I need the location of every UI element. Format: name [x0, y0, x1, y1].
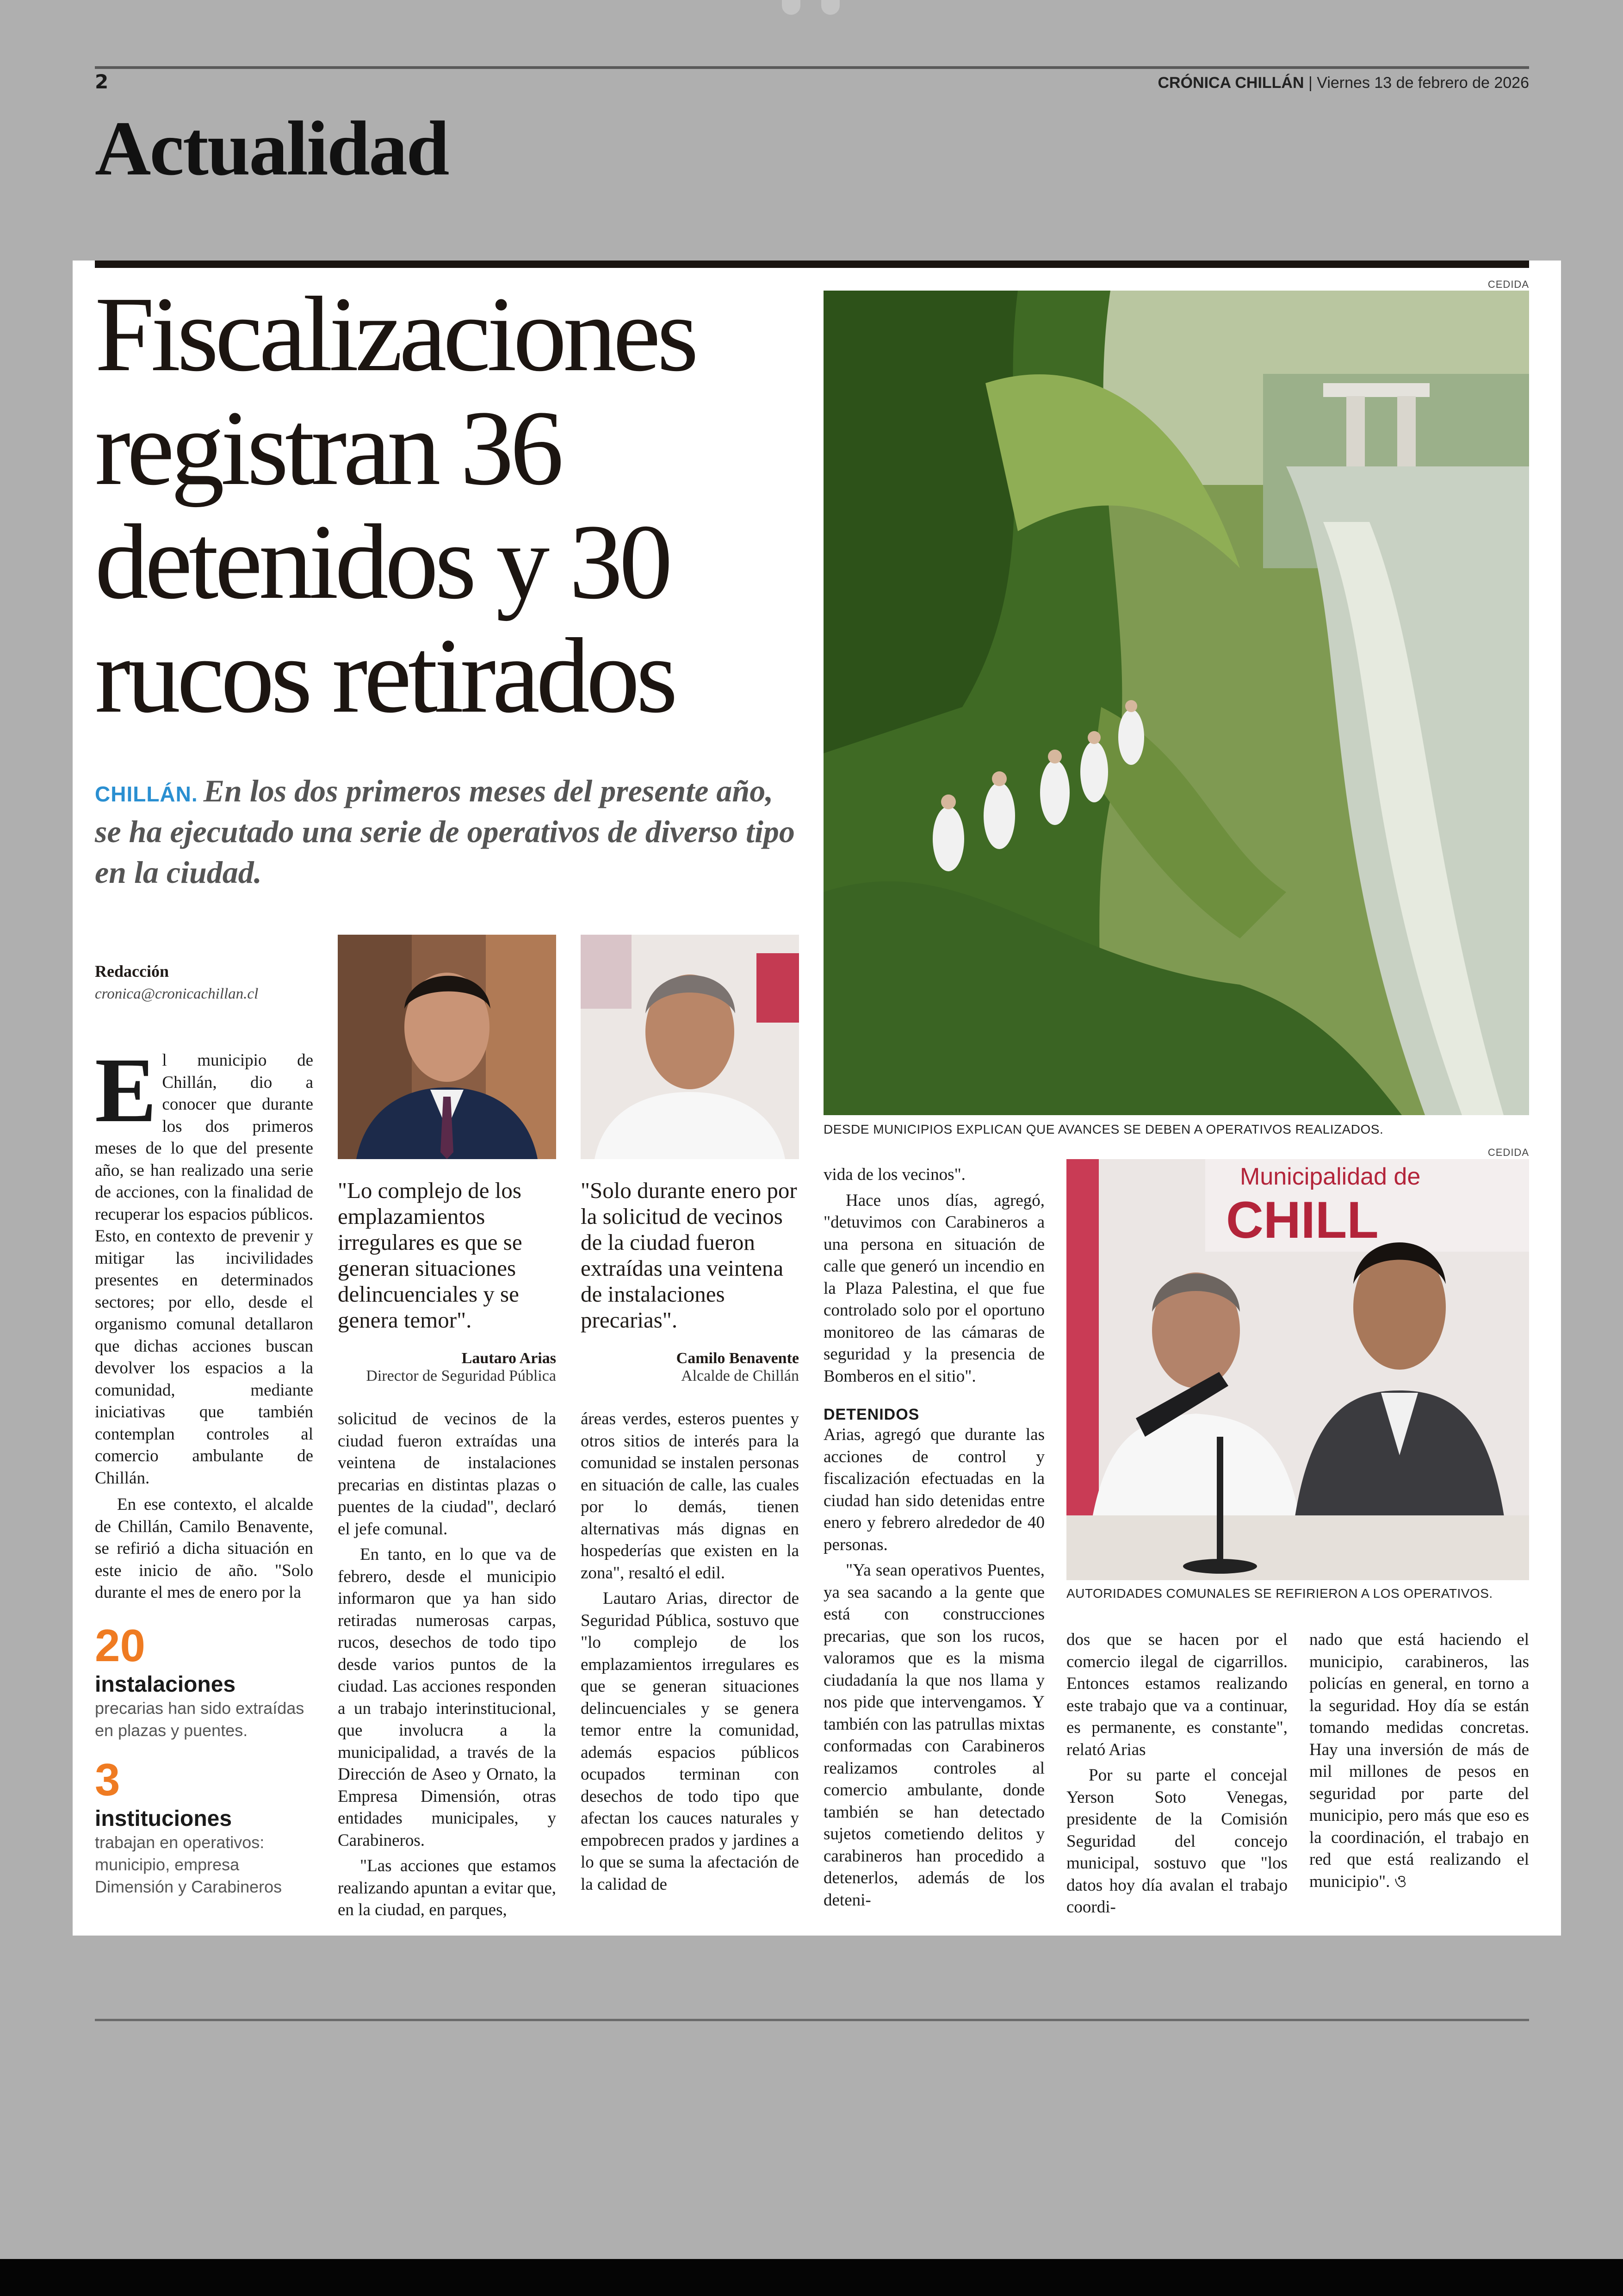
col6-text: nado que está haciendo el municipio, carabineros, las policías en general, en torno a la seguridad. Hoy día se están tomando medidas concretas. Hay una inversión de más de mil millones de pesos en seguridad por parte del municipio, pero más que eso es la coordinación, el trabajo en red que está realizando el municipio".	[1309, 1630, 1529, 1891]
stat-number: 3	[95, 1754, 120, 1805]
paper-name: CRÓNICA CHILLÁN	[1158, 74, 1304, 92]
pull-quote-1	[338, 1178, 556, 1385]
stat-label: instalaciones	[95, 1672, 236, 1697]
pull-quote-2	[581, 1178, 799, 1385]
deck-text: En los dos primeros meses del presente año, se ha ejecutado una serie de operativos de diverso tipo en la ciudad.	[95, 773, 795, 890]
article-column-4	[824, 1164, 1045, 1911]
stat-block-2	[95, 1754, 317, 1898]
col4-paragraph-3: Arias, agregó que durante las acciones de control y fiscalización efectuadas en la ciudad han sido detenidas entre enero y febrero alrededor de 40 personas.	[824, 1425, 1045, 1554]
quote-author: Camilo Benavente	[676, 1350, 799, 1367]
footer-rule	[95, 2019, 1529, 2021]
deck	[95, 770, 803, 893]
col1-paragraph-2: En ese contexto, el alcalde de Chillán, Camilo Benavente, se refirió a dicha situación en este inicio de año. "Solo durante el mes de enero por la	[95, 1495, 313, 1602]
article-column-2	[338, 1408, 556, 1921]
article-top-rule	[95, 261, 1529, 268]
article-column-5	[1066, 1629, 1288, 1918]
viewer-bottom-bar	[0, 2259, 1623, 2296]
second-photo	[1066, 1159, 1529, 1580]
second-photo-caption: AUTORIDADES COMUNALES SE REFIRIERON A LOS OPERATIVOS.	[1066, 1586, 1493, 1601]
deck-place: CHILLÁN.	[95, 782, 198, 806]
section-title: Actualidad	[95, 105, 448, 192]
paper-info	[1158, 74, 1529, 92]
stat-description: precarias han sido extraídas en plazas y puentes.	[95, 1699, 304, 1740]
headline: Fiscalizaciones registran 36 detenidos y 30 rucos retirados	[95, 275, 695, 735]
article-column-6	[1309, 1629, 1529, 1893]
col2-paragraph-2: En tanto, en lo que va de febrero, desde el municipio informaron que ya han sido retiradas numerosas carpas, rucos, desechos de todo tipo desde varios puntos de la ciudad. Las acciones responden a un trabajo interinstitucional, que involucra a la municipalidad, a través de la Dirección de Aseo y Ornato, la Empresa Dimensión, otras entidades municipales, y Carabineros.	[338, 1545, 556, 1850]
col3-paragraph-2: Lautaro Arias, director de Seguridad Pública, sostuvo que "lo complejo de los emplazamientos irregulares es que se generan situaciones delincuenciales y se genera temor entre la comunidad, además espacios públicos ocupados terminan con desechos de todo tipo que afectan los cauces naturales y empobrecen prados y jardines a lo que se suma la afectación de la calidad de	[581, 1589, 799, 1894]
portrait-benavente-image	[581, 935, 799, 1159]
col1-paragraph-1: l municipio de Chillán, dio a conocer que durante los dos primeros meses de lo que del presente año, se han realizado una serie de acciones, con la finalidad de recuperar los espacios públicos. Esto, en contexto de prevenir y mitigar las incivilidades presentes en determinados sectores; por ello, desde el organismo comunal detallaron que dichas acciones buscan devolver los espacios a la comunidad, mediante iniciativas que también contemplan controles al comercio ambulante de Chillán.	[95, 1051, 313, 1488]
portrait-arias	[338, 935, 556, 1159]
col5-paragraph-2: Por su parte el concejal Yerson Soto Venegas, presidente de la Comisión Seguridad del concejo municipal, sostuvo que "los datos hoy día avalan el trabajo coordi-	[1066, 1766, 1288, 1917]
quote-author: Lautaro Arias	[461, 1350, 556, 1367]
quote-role: Alcalde de Chillán	[681, 1367, 799, 1384]
col4-paragraph-2: Hace unos días, agregó, "detuvimos con Carabineros a una persona en situación de calle que generó un incendio en la Plaza Palestina, el que fue controlado solo por el oportuno monitoreo de las cámaras de seguridad y la presencia de Bomberos en el sitio".	[824, 1191, 1045, 1386]
page-number: 2	[95, 70, 109, 93]
article-column-3	[581, 1408, 799, 1895]
col2-paragraph-3: "Las acciones que estamos realizando apuntan a evitar que, en la ciudad, en parques,	[338, 1856, 556, 1919]
col4-paragraph-1: vida de los vecinos".	[824, 1165, 966, 1184]
byline-email: cronica@cronicachillan.cl	[95, 986, 259, 1002]
next-page-icon[interactable]	[821, 0, 840, 15]
stat-number: 20	[95, 1620, 146, 1671]
drop-cap: E	[95, 1039, 157, 1142]
quote-text: "Lo complejo de los emplazamientos irregulares es que se generan situaciones delincuenciales y se genera temor".	[338, 1178, 522, 1333]
creek-scene-image	[824, 291, 1529, 1115]
prev-page-icon[interactable]	[782, 0, 800, 15]
col3-paragraph-1: áreas verdes, esteros puentes y otros sitios de interés para la comunidad se instalen personas en situación de calle, las cuales por lo demás, tienen alternativas más dignas en hospederías que existen en la zona", resaltó el edil.	[581, 1409, 799, 1582]
col5-paragraph-1: dos que se hacen por el comercio ilegal de cigarrillos. Entonces estamos realizando este trabajo que va a continuar, es permanente, es constante", relató Arias	[1066, 1630, 1288, 1759]
subhead-detenidos: DETENIDOS	[824, 1406, 920, 1423]
portrait-arias-image	[338, 935, 556, 1159]
second-photo-credit: CEDIDA	[1487, 1147, 1529, 1158]
byline-name: Redacción	[95, 962, 169, 980]
col2-paragraph-1: solicitud de vecinos de la ciudad fueron extraídas una veintena de instalaciones precarias en distintas plazas o puentes de la ciudad", declaró el jefe comunal.	[338, 1409, 556, 1539]
col4-paragraph-4: "Ya sean operativos Puentes, ya sea sacando a la gente que está con construcciones precarias, que son los rucos, valoramos que es la misma ciudadanía la que nos llama y nos pide que intervengamos. Y también con las patrullas mixtas conformadas con Carabineros realizamos controles al comercio ambulante, donde también se han detectado sujetos cometiendo delitos y carabineros han procedido a detenerlos, además de los deteni-	[824, 1561, 1045, 1910]
col6-paragraph-1	[1309, 1629, 1529, 1893]
portrait-benavente	[581, 935, 799, 1159]
main-photo	[824, 291, 1529, 1115]
sign-text-1: Municipalidad de	[1240, 1163, 1421, 1190]
separator: |	[1308, 74, 1313, 92]
sign-text-2: CHILL	[1226, 1191, 1379, 1249]
stat-block-1	[95, 1620, 317, 1742]
press-conference-image	[1066, 1159, 1529, 1580]
quote-role: Director de Seguridad Pública	[366, 1367, 556, 1384]
main-photo-caption: DESDE MUNICIPIOS EXPLICAN QUE AVANCES SE DEBEN A OPERATIVOS REALIZADOS.	[824, 1122, 1384, 1136]
end-mark-icon: ও	[1394, 1872, 1407, 1891]
issue-date: Viernes 13 de febrero de 2026	[1317, 74, 1529, 92]
main-photo-credit: CEDIDA	[1487, 279, 1529, 290]
stat-description: trabajan en operativos: municipio, empresa Dimensión y Carabineros	[95, 1833, 282, 1896]
quote-text: "Solo durante enero por la solicitud de vecinos de la ciudad fueron extraídas una veintena de instalaciones precarias".	[581, 1178, 797, 1333]
stat-label: instituciones	[95, 1806, 232, 1831]
header-rule	[95, 66, 1529, 69]
article-column-1	[95, 1039, 313, 1604]
